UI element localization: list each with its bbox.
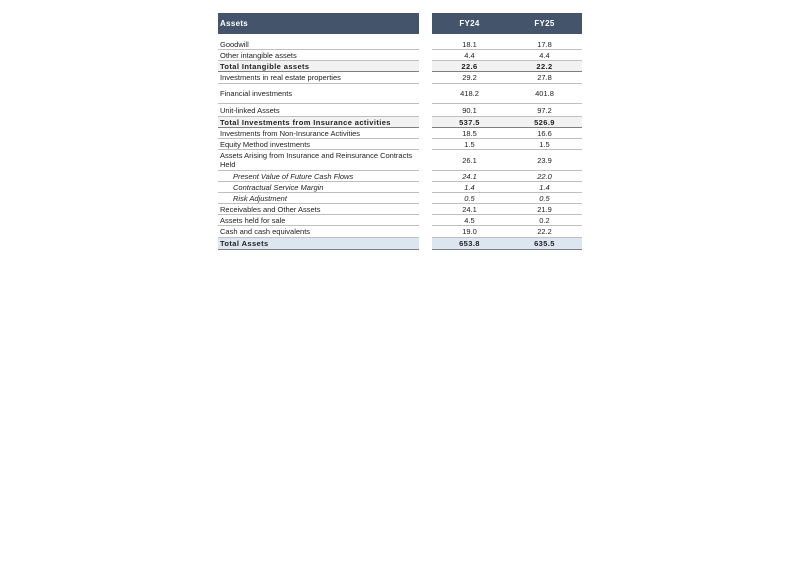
row-label-text: Receivables and Other Assets: [220, 204, 321, 214]
header-fy25: FY25: [534, 19, 555, 28]
row-values-14: [432, 215, 582, 226]
row-label-5: [218, 104, 419, 117]
row-values-15: [432, 226, 582, 238]
row-label-text: Goodwill: [220, 40, 249, 49]
value-fy24: 18.5: [462, 128, 477, 138]
row-label-3: [218, 72, 419, 84]
row-label-text: Total Intangible assets: [220, 61, 310, 71]
value-fy25: 21.9: [537, 204, 552, 214]
value-fy25: 401.8: [535, 89, 554, 98]
row-values-0: [432, 40, 582, 50]
row-label-13: [218, 204, 419, 215]
header-label: Assets: [220, 19, 249, 28]
value-fy24: 537.5: [459, 117, 480, 127]
row-label-7: [218, 128, 419, 139]
value-fy24: 26.1: [462, 155, 477, 165]
header-years: [432, 13, 582, 34]
value-fy24: 4.5: [464, 215, 475, 225]
row-values-5: [432, 104, 582, 117]
value-fy24: 19.0: [462, 227, 477, 236]
value-fy25: 0.2: [539, 215, 550, 225]
value-fy24: 418.2: [460, 89, 479, 98]
row-label-16: [218, 238, 419, 250]
row-label-14: [218, 215, 419, 226]
row-values-9: [432, 150, 582, 171]
row-label-text: Contractual Service Margin: [233, 182, 324, 192]
value-fy24: 1.5: [464, 139, 475, 149]
row-label-8: [218, 139, 419, 150]
row-label-text: Assets held for sale: [220, 215, 286, 225]
value-fy25: 22.0: [537, 171, 552, 181]
row-label-text: Risk Adjustment: [233, 193, 287, 203]
value-fy24: 24.1: [462, 204, 477, 214]
value-fy25: 22.2: [537, 227, 552, 236]
row-values-6: [432, 117, 582, 128]
value-fy24: 90.1: [462, 105, 477, 115]
row-label-text: Investments in real estate properties: [220, 73, 341, 82]
value-fy25: 1.4: [539, 182, 550, 192]
row-label-15: [218, 226, 419, 238]
row-values-2: [432, 61, 582, 72]
row-label-text: Other intangible assets: [220, 50, 297, 60]
value-fy24: 1.4: [464, 182, 475, 192]
value-fy25: 635.5: [534, 239, 555, 248]
value-fy24: 4.4: [464, 50, 475, 60]
row-label-text: Present Value of Future Cash Flows: [233, 171, 354, 181]
row-label-12: [218, 193, 419, 204]
row-label-text: Total Assets: [220, 239, 269, 248]
value-fy25: 27.8: [537, 73, 552, 82]
row-values-8: [432, 139, 582, 150]
row-label-10: [218, 171, 419, 182]
row-values-4: [432, 84, 582, 104]
row-values-12: [432, 193, 582, 204]
row-values-11: [432, 182, 582, 193]
value-fy25: 0.5: [539, 193, 550, 203]
row-label-text: Financial investments: [220, 89, 293, 98]
row-label-text: Unit-linked Assets: [220, 105, 280, 115]
row-values-1: [432, 50, 582, 61]
row-values-7: [432, 128, 582, 139]
value-fy25: 1.5: [539, 139, 550, 149]
row-label-1: [218, 50, 419, 61]
row-values-10: [432, 171, 582, 182]
row-label-6: [218, 117, 419, 128]
row-label-text: Total Investments from Insurance activities: [220, 117, 391, 127]
header-assets: [218, 13, 419, 34]
label-column: [218, 13, 419, 250]
value-fy24: 29.2: [462, 73, 477, 82]
row-label-text: Cash and cash equivalents: [220, 227, 311, 236]
row-label-2: [218, 61, 419, 72]
row-label-9: [218, 150, 419, 171]
value-fy24: 0.5: [464, 193, 475, 203]
row-label-text: Assets Arising from Insurance and Reinsurance Contracts Held: [220, 151, 413, 169]
values-column: [432, 13, 582, 250]
row-label-text: Investments from Non-Insurance Activities: [220, 128, 361, 138]
value-fy24: 22.6: [461, 61, 478, 71]
value-fy25: 4.4: [539, 50, 550, 60]
row-values-3: [432, 72, 582, 84]
row-values-16: [432, 238, 582, 250]
value-fy25: 16.6: [537, 128, 552, 138]
header-fy24: FY24: [459, 19, 480, 28]
row-label-4: [218, 84, 419, 104]
value-fy24: 18.1: [462, 40, 477, 49]
row-values-13: [432, 204, 582, 215]
row-label-0: [218, 40, 419, 50]
row-label-text: Equity Method investments: [220, 139, 311, 149]
value-fy25: 22.2: [536, 61, 553, 71]
row-label-11: [218, 182, 419, 193]
value-fy24: 24.1: [462, 171, 477, 181]
value-fy25: 97.2: [537, 105, 552, 115]
value-fy24: 653.8: [459, 239, 480, 248]
value-fy25: 526.9: [534, 117, 555, 127]
value-fy25: 23.9: [537, 155, 552, 165]
value-fy25: 17.8: [537, 40, 552, 49]
